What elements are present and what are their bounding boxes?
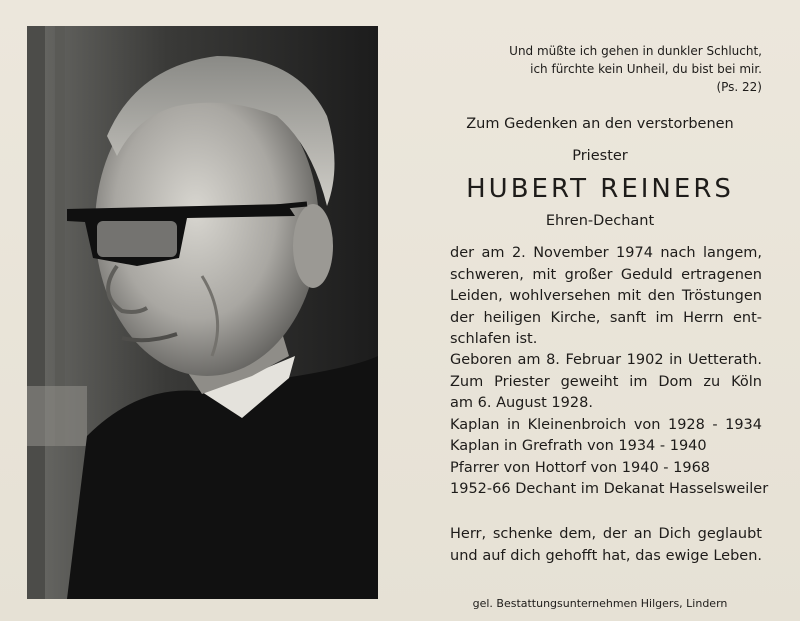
notice-line: der am 2. November 1974 nach langem, xyxy=(450,245,762,261)
honorary-title: Ehren-Dechant xyxy=(545,213,655,229)
biography-line: Zum Priester geweiht im Dom zu Köln xyxy=(450,373,762,390)
memorial-heading: Zum Gedenken an den verstorbenen xyxy=(466,116,734,132)
notice-line: der heiligen Kirche, sanft im Herrn ent- xyxy=(450,309,762,326)
prayer-line: und auf dich gehofft hat, das ewige Leben. xyxy=(450,547,762,564)
biography-line: Pfarrer von Hottorf von 1940 - 1968 xyxy=(450,459,711,476)
psalm-quote xyxy=(470,42,762,96)
notice-line: Leiden, wohlversehen mit den Tröstungen xyxy=(450,288,762,304)
role-label: Priester xyxy=(572,148,628,164)
biography xyxy=(450,350,769,501)
biography-line: Kaplan in Grefrath von 1934 - 1940 xyxy=(450,438,707,454)
biography-line: 1952-66 Dechant im Dekanat Hasselsweiler xyxy=(450,481,769,497)
death-notice xyxy=(450,243,762,351)
psalm-reference: (Ps. 22) xyxy=(716,80,762,94)
portrait-photo xyxy=(27,26,378,599)
psalm-line: Und müßte ich gehen in dunkler Schlucht, xyxy=(509,44,762,58)
notice-line: schweren, mit großer Geduld ertragenen xyxy=(450,266,762,283)
funeral-home-credit: gel. Bestattungsunternehmen Hilgers, Lindern xyxy=(472,597,728,610)
notice-line: schlafen ist. xyxy=(450,331,538,347)
deceased-name: HUBERT REINERS xyxy=(466,174,734,204)
biography-line: am 6. August 1928. xyxy=(450,395,593,411)
psalm-line: ich fürchte kein Unheil, du bist bei mir. xyxy=(530,62,762,76)
biography-line: Kaplan in Kleinenbroich von 1928 - 1934 xyxy=(450,416,762,433)
prayer-line: Herr, schenke dem, der an Dich geglaubt xyxy=(450,526,762,542)
prayer xyxy=(450,524,762,567)
biography-line: Geboren am 8. Februar 1902 in Uetterath. xyxy=(450,352,762,368)
